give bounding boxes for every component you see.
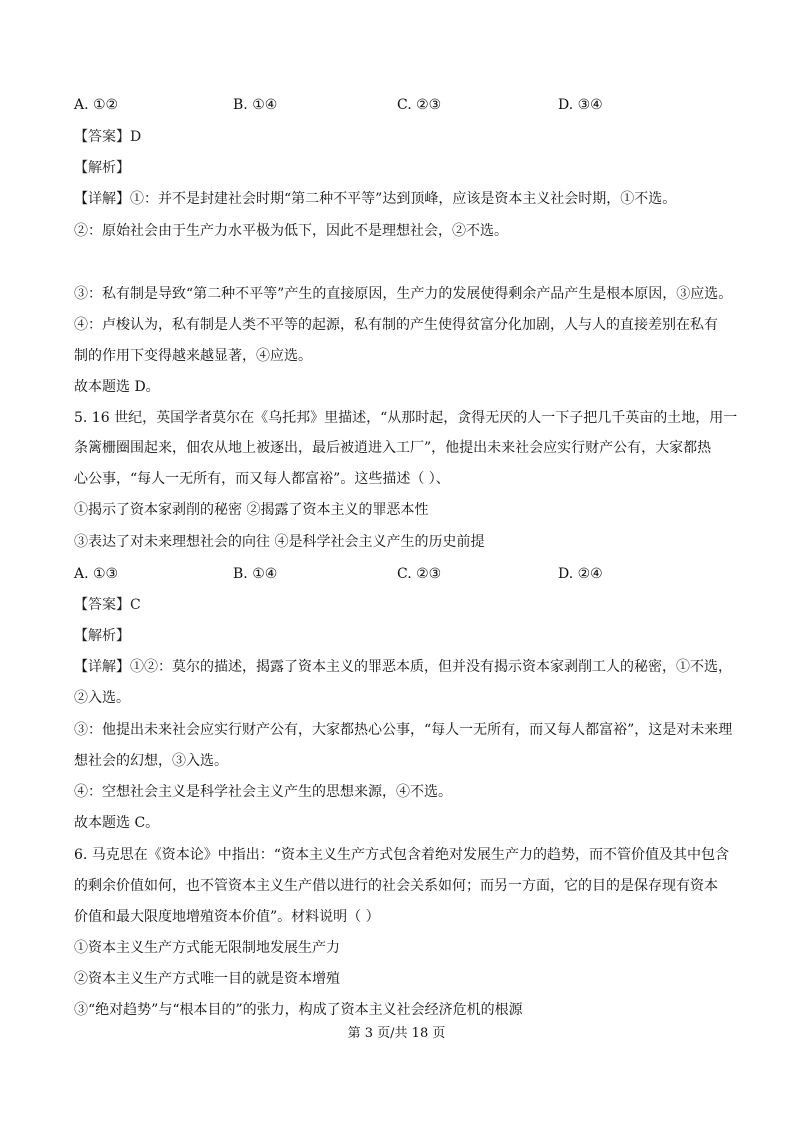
- q4-detail-line: 【详解】①：并不是封建社会时期“第二种不平等”达到顶峰，应该是资本主义社会时期，①不选。: [74, 191, 677, 207]
- q5-option-d: D. ②④: [558, 566, 603, 582]
- q5-option-b: B. ①④: [233, 566, 278, 582]
- q5-option-c: C. ②③: [397, 566, 442, 582]
- q5-detail-line: 想社会的幻想，③入选。: [74, 753, 228, 769]
- q5-stem-line: 条篱栅圈围起来，佃农从地上被逐出，最后被逍进入工厂”，他提出未来社会应实行财产公有，大家都热: [74, 440, 712, 456]
- q5-detail-line: 【详解】①②：莫尔的描述，揭露了资本主义的罪恶本质，但并没有揭示资本家剥削工人的秘密，①不选，: [74, 659, 732, 675]
- q6-stem-line: 6. 马克思在《资本论》中指出：“资本主义生产方式包含着绝对发展生产力的趋势，而不管价值及其中包含: [74, 847, 729, 863]
- q5-stem-line: 5. 16 世纪，英国学者莫尔在《乌托邦》里描述，“从那时起，贪得无厌的人一下子把几千英亩的土地，用一: [74, 410, 738, 426]
- q5-stem-line: 心公事，“每人一无所有，而又每人都富裕”。这些描述（ ）、: [74, 471, 450, 487]
- q4-detail-line: ③：私有制是导致“第二种不平等”产生的直接原因，生产力的发展使得剩余产品产生是根本原因，③应选。: [74, 286, 733, 302]
- q4-conclusion: 故本题选 D。: [74, 379, 160, 395]
- q5-statements-line: ①揭示了资本家剥削的秘密 ②揭露了资本主义的罪恶本性: [74, 502, 429, 518]
- q4-detail-line: 制的作用下变得越来越显著，④应选。: [74, 348, 312, 364]
- q4-detail-line: ②：原始社会由于生产力水平极为低下，因此不是理想社会，②不选。: [74, 223, 508, 239]
- q5-detail-line: ③：他提出未来社会应实行财产公有，大家都热心公事，“每人一无所有，而又每人都富裕”，这是对未来理: [74, 722, 733, 738]
- q4-option-b: B. ①④: [233, 97, 278, 113]
- q4-option-d: D. ③④: [558, 97, 603, 113]
- q4-analysis-heading: 【解析】: [74, 160, 130, 176]
- q6-statement: ②资本主义生产方式唯一目的就是资本增殖: [74, 971, 340, 987]
- q5-answer: 【答案】C: [74, 597, 141, 613]
- q4-answer: 【答案】D: [74, 129, 142, 145]
- q6-stem-line: 价值和最大限度地增殖资本价值”。材料说明（ ）: [74, 909, 380, 925]
- q5-detail-line: ②入选。: [74, 690, 130, 706]
- q6-statement: ①资本主义生产方式能无限制地发展生产力: [74, 940, 340, 956]
- q5-detail-line: ④：空想社会主义是科学社会主义产生的思想来源，④不选。: [74, 784, 452, 800]
- q6-stem-line: 的剩余价值如何，也不管资本主义生产借以进行的社会关系如何；而另一方面，它的目的是保存现有资本: [74, 878, 718, 894]
- q5-statements-line: ③表达了对未来理想社会的向往 ④是科学社会主义产生的历史前提: [74, 534, 485, 550]
- q5-conclusion: 故本题选 C。: [74, 815, 160, 831]
- q6-statement: ③“绝对趋势”与“根本目的”的张力，构成了资本主义社会经济危机的根源: [74, 1002, 523, 1018]
- q5-option-a: A. ①③: [74, 566, 119, 582]
- q4-detail-line: ④：卢梭认为，私有制是人类不平等的起源，私有制的产生使得贫富分化加剧，人与人的直接差别在私有: [74, 317, 718, 333]
- q5-analysis-heading: 【解析】: [74, 628, 130, 644]
- q4-option-a: A. ①②: [74, 97, 119, 113]
- q4-option-c: C. ②③: [397, 97, 442, 113]
- page-number-footer: 第 3 页/共 18 页: [347, 1026, 446, 1041]
